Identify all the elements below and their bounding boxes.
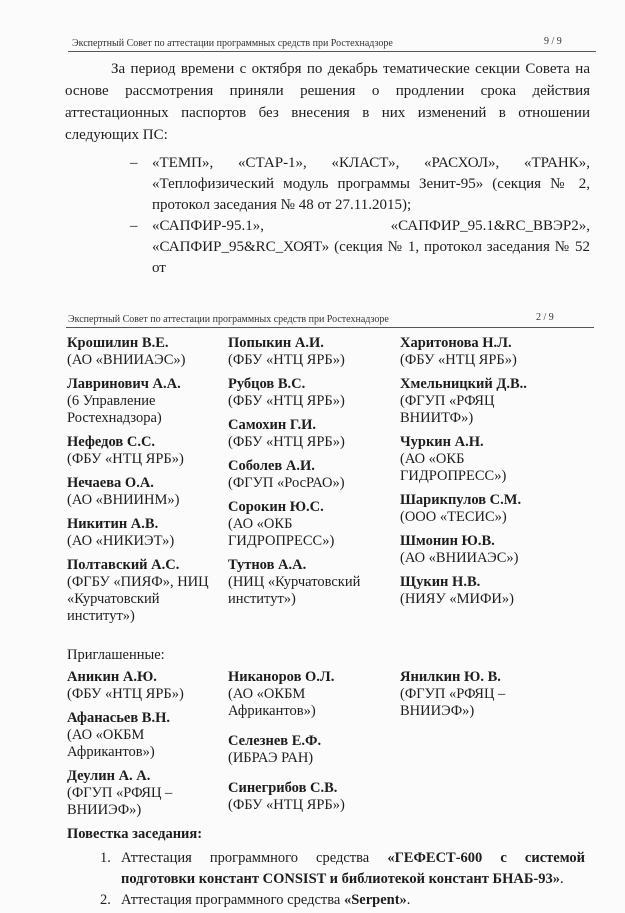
member-entry: Рубцов В.С. (ФБУ «НТЦ ЯРБ») [228,376,345,409]
invited-col-1 [67,669,227,826]
header-rule-top [68,51,596,52]
invited-entry: Никаноров О.Л. (АО «ОКБМ Африкантов») [228,669,335,719]
header-title: Экспертный Совет по аттестации программных средств при Ростехнадзоре [68,314,389,325]
invited-entry: Аникин А.Ю. (ФБУ «НТЦ ЯРБ») [67,669,184,702]
member-entry: Хмельницкий Д.В.. (ФГУП «РФЯЦ ВНИИТФ») [400,376,527,426]
invited-col-3 [400,669,590,727]
member-entry: Нечаева О.А. (АО «ВНИИНМ») [67,475,180,508]
page-number: 9 / 9 [544,36,562,47]
page-header-top [72,38,393,49]
agenda-item: 1. Аттестация программного средства «ГЕФЕСТ-600 с системой подготовки констант CONSIST и библиотекой констант БНАБ-93». [100,850,585,887]
page-number: 2 / 9 [536,312,554,323]
intro-text: За период времени с октября по декабрь тематические секции Совета на основе рассмотрения приняли решения о продлении срока действия аттестационных паспортов без внесения в них изменений в отношении следующих ПС: [65,61,590,143]
header-title: Экспертный Совет по аттестации программных средств при Ростехнадзоре [72,38,393,49]
list-item: – «САПФИР-95.1», «САПФИР_95.1&RC_ВВЭР2», «САПФИР_95&RC_ХОЯТ» (секция № 1, протокол заседания № 52 от [130,218,590,276]
page-number-mid [536,312,554,323]
members-col-3 [400,335,590,615]
member-entry: Чуркин А.Н. (АО «ОКБ ГИДРОПРЕСС») [400,434,507,484]
agenda-list [100,848,585,911]
member-entry: Тутнов А.А. (НИЦ «Курчатовский институт») [228,557,361,607]
member-entry: Полтавский А.С. (ФГБУ «ПИЯФ», НИЦ «Курчатовский институт») [67,557,209,624]
invited-entry: Афанасьев В.Н. (АО «ОКБМ Африкантов») [67,710,171,760]
invited-entry: Деулин А. А. (ФГУП «РФЯЦ – ВНИИЭФ») [67,768,173,818]
members-col-1 [67,335,227,632]
member-entry: Никитин А.В. (АО «НИКИЭТ») [67,516,175,549]
member-entry: Щукин Н.В. (НИЯУ «МИФИ») [400,574,514,607]
invited-col-2 [228,669,393,821]
member-entry: Соболев А.И. (ФГУП «РосРАО») [228,458,345,491]
invited-entry: Селезнев Е.Ф. (ИБРАЭ РАН) [228,733,322,766]
intro-paragraph [65,58,590,146]
member-entry: Попыкин А.И. (ФБУ «НТЦ ЯРБ») [228,335,345,368]
member-entry: Нефедов С.С. (ФБУ «НТЦ ЯРБ») [67,434,184,467]
member-entry: Лавринович А.А. (6 Управление Ростехнадзора) [67,376,181,426]
invited-label: Приглашенные: [67,647,165,663]
page-number-top [544,36,562,47]
member-entry: Шмонин Ю.В. (АО «ВНИИАЭС») [400,533,519,566]
software-list [130,153,590,279]
member-entry: Харитонова Н.Л. (ФБУ «НТЦ ЯРБ») [400,335,517,368]
invited-entry: Янилкин Ю. В. (ФГУП «РФЯЦ – ВНИИЭФ») [400,669,506,719]
list-item: – «ТЕМП», «СТАР-1», «КЛАСТ», «РАСХОЛ», «ТРАНК», «Теплофизический модуль программы Зенит-95» (секция № 2, протокол заседания № 48 от 27.11.2015); [130,155,590,213]
invited-entry: Синегрибов С.В. (ФБУ «НТЦ ЯРБ») [228,780,345,813]
members-col-2 [228,335,393,615]
member-entry: Самохин Г.И. (ФБУ «НТЦ ЯРБ») [228,417,345,450]
header-rule-mid [66,327,594,328]
member-entry: Шарикпулов С.М. (ООО «ТЕСИС») [400,492,522,525]
member-entry: Крошилин В.Е. (АО «ВНИИАЭС») [67,335,186,368]
agenda-title: Повестка заседания: [67,826,203,842]
page-header-mid [68,314,389,325]
agenda-item: 2. Аттестация программного средства «Serpent». [100,892,411,908]
member-entry: Сорокин Ю.С. (АО «ОКБ ГИДРОПРЕСС») [228,499,335,549]
